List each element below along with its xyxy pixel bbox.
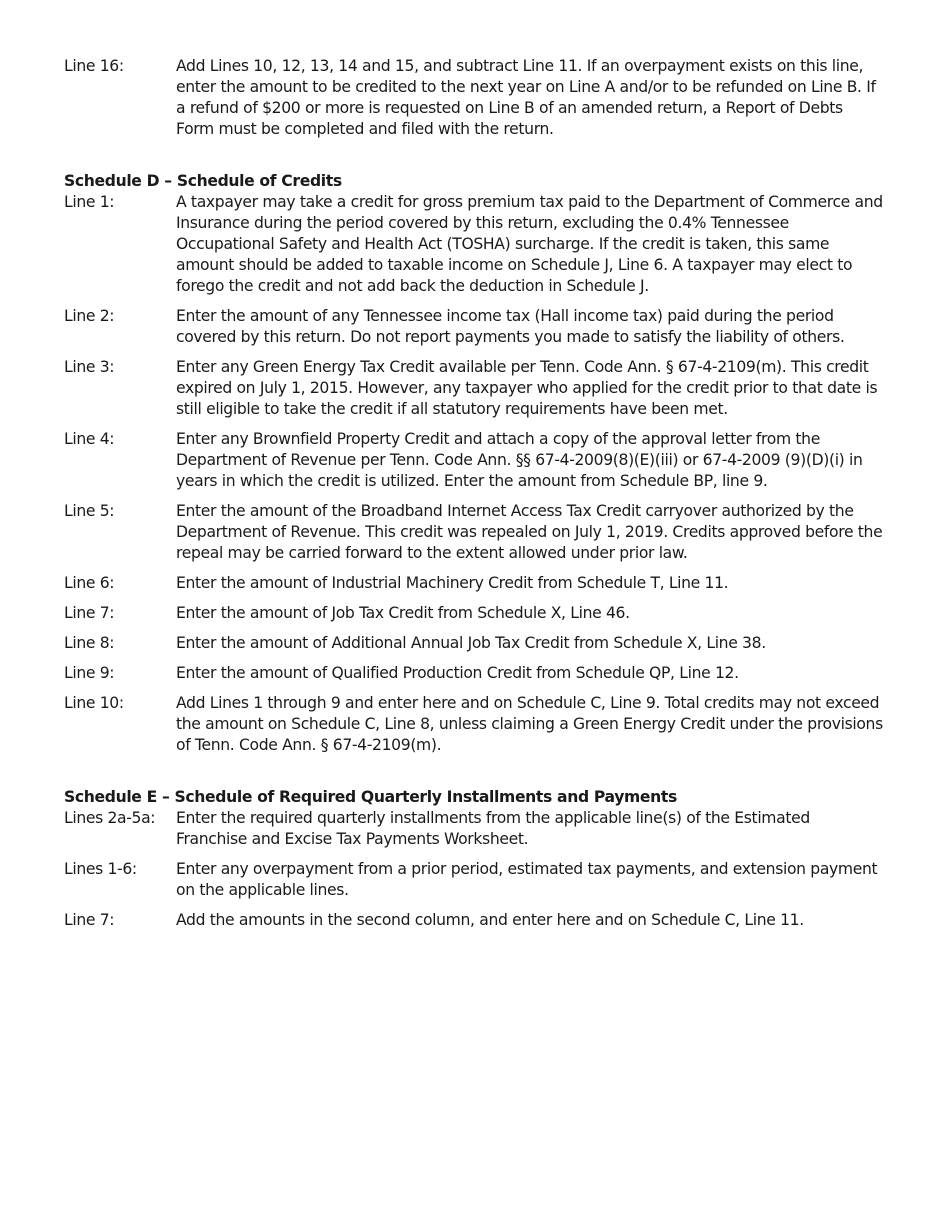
instructions-page: [64, 56, 884, 940]
schedule-e-title: Schedule E – Schedule of Required Quarterly Installments and Payments: [64, 788, 677, 806]
entry-text: Enter any Green Energy Tax Credit available per Tenn. Code Ann. § 67-4-2109(m). This credit expired on July 1, 2015. However, any taxpayer who applied for the credit prior to that date is still eligible to take the credit if all statutory requirements have been met.: [176, 358, 878, 418]
entry-text: Enter any overpayment from a prior period, estimated tax payments, and extension payment on the applicable lines.: [176, 860, 878, 899]
entry-label: Line 9:: [64, 664, 115, 682]
entry-text: Enter the amount of Job Tax Credit from Schedule X, Line 46.: [176, 604, 630, 622]
entry-label: Line 7:: [64, 911, 115, 929]
entry-label: Line 4:: [64, 430, 115, 448]
line-16-entry: [64, 56, 884, 140]
schedule-d-line-7: [64, 603, 884, 624]
schedule-d-section: [64, 171, 884, 756]
entry-text: Enter the amount of Industrial Machinery Credit from Schedule T, Line 11.: [176, 574, 729, 592]
schedule-d-line-1: [64, 192, 884, 297]
entry-label: Line 3:: [64, 358, 115, 376]
entry-label: Lines 1-6:: [64, 860, 137, 878]
entry-label: Line 5:: [64, 502, 115, 520]
entry-label: Line 10:: [64, 694, 124, 712]
entry-label: Line 16:: [64, 57, 124, 75]
schedule-e-lines-2a-5a: [64, 808, 884, 850]
entry-text: Enter the amount of the Broadband Internet Access Tax Credit carryover authorized by the Department of Revenue. This credit was repealed on July 1, 2019. Credits approved before the repeal may be carried forward to the extent allowed under prior law.: [176, 502, 883, 562]
schedule-d-line-4: [64, 429, 884, 492]
schedule-d-line-5: [64, 501, 884, 564]
schedule-d-line-2: [64, 306, 884, 348]
entry-text: Enter the amount of Qualified Production Credit from Schedule QP, Line 12.: [176, 664, 739, 682]
entry-label: Line 6:: [64, 574, 115, 592]
schedule-d-line-6: [64, 573, 884, 594]
entry-text: Enter the amount of Additional Annual Job Tax Credit from Schedule X, Line 38.: [176, 634, 766, 652]
schedule-d-line-9: [64, 663, 884, 684]
entry-label: Line 8:: [64, 634, 115, 652]
schedule-d-line-8: [64, 633, 884, 654]
entry-text: Enter the amount of any Tennessee income tax (Hall income tax) paid during the period covered by this return. Do not report payments you made to satisfy the liability of others.: [176, 307, 845, 346]
schedule-e-section: [64, 787, 884, 931]
schedule-d-line-10: [64, 693, 884, 756]
schedule-e-lines-1-6: [64, 859, 884, 901]
schedule-d-line-3: [64, 357, 884, 420]
entry-text: A taxpayer may take a credit for gross premium tax paid to the Department of Commerce and Insurance during the period covered by this return, excluding the 0.4% Tennessee Occupational Safety and Health Act (TOSHA) surcharge. If the credit is taken, this same amount should be added to taxable income on Schedule J, Line 6. A taxpayer may elect to forego the credit and not add back the deduction in Schedule J.: [176, 193, 883, 295]
entry-text: Add Lines 10, 12, 13, 14 and 15, and subtract Line 11. If an overpayment exists on this line, enter the amount to be credited to the next year on Line A and/or to be refunded on Line B. If a refund of $200 or more is requested on Line B of an amended return, a Report of Debts Form must be completed and filed with the return.: [176, 57, 876, 138]
entry-text: Enter the required quarterly installments from the applicable line(s) of the Estimated Franchise and Excise Tax Payments Worksheet.: [176, 809, 810, 848]
entry-text: Enter any Brownfield Property Credit and attach a copy of the approval letter from the Department of Revenue per Tenn. Code Ann. §§ 67-4-2009(8)(E)(iii) or 67-4-2009 (9)(D)(i) in years in which the credit is utilized. Enter the amount from Schedule BP, line 9.: [176, 430, 863, 490]
schedule-e-line-7: [64, 910, 884, 931]
entry-label: Line 7:: [64, 604, 115, 622]
entry-label: Lines 2a-5a:: [64, 809, 156, 827]
entry-label: Line 1:: [64, 193, 115, 211]
entry-text: Add Lines 1 through 9 and enter here and on Schedule C, Line 9. Total credits may not exceed the amount on Schedule C, Line 8, unless claiming a Green Energy Credit under the provisions of Tenn. Code Ann. § 67-4-2109(m).: [176, 694, 883, 754]
entry-text: Add the amounts in the second column, and enter here and on Schedule C, Line 11.: [176, 911, 804, 929]
schedule-d-title: Schedule D – Schedule of Credits: [64, 172, 342, 190]
entry-label: Line 2:: [64, 307, 115, 325]
